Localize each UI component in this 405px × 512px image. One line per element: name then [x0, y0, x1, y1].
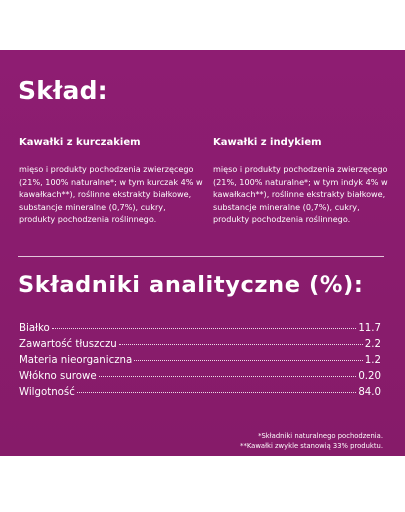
- row-label: Materia nieorganiczna: [19, 355, 133, 366]
- row-value: 1.2: [364, 355, 381, 366]
- ingredients-panel: [0, 50, 405, 456]
- analytical-title: Składniki analityczne (%):: [18, 272, 364, 298]
- footnote-chunks: **Kawałki zwykle stanowią 33% produktu.: [240, 442, 383, 450]
- variant-turkey: [213, 136, 393, 226]
- footnote-natural: *Składniki naturalnego pochodzenia.: [258, 432, 383, 440]
- variant-name: Kawałki z kurczakiem: [19, 137, 141, 148]
- variant-description: mięso i produkty pochodzenia zwierzęcego (21%, 100% naturalne*; w tym indyk 4% w kawałkach**), roślinne ekstrakty białkowe, substancje mineralne (0,7%), cukry, produkty pochodzenia roślinnego.: [213, 164, 388, 224]
- section-divider: [18, 256, 384, 257]
- row-label: Wilgotność: [19, 387, 75, 398]
- row-value: 11.7: [358, 323, 381, 334]
- footnotes: [240, 431, 383, 451]
- dot-leader: [119, 344, 363, 345]
- analytical-table: [19, 321, 381, 401]
- row-label: Zawartość tłuszczu: [19, 339, 117, 350]
- analytical-row-fibre: [19, 369, 381, 385]
- row-label: Włókno surowe: [19, 371, 97, 382]
- variant-name: Kawałki z indykiem: [213, 137, 322, 148]
- dot-leader: [52, 328, 357, 329]
- analytical-row-ash: [19, 353, 381, 369]
- dot-leader: [134, 360, 363, 361]
- dot-leader: [77, 392, 357, 393]
- row-value: 84.0: [358, 387, 381, 398]
- dot-leader: [99, 376, 357, 377]
- variant-chicken: [19, 136, 204, 226]
- variant-description: mięso i produkty pochodzenia zwierzęcego (21%, 100% naturalne*; w tym kurczak 4% w kawałkach**), roślinne ekstrakty białkowe, substancje mineralne (0,7%), cukry, produkty pochodzenia roślinnego.: [19, 164, 203, 224]
- composition-title: Skład:: [18, 76, 108, 105]
- analytical-row-protein: [19, 321, 381, 337]
- analytical-row-fat: [19, 337, 381, 353]
- row-label: Białko: [19, 323, 50, 334]
- analytical-row-moisture: [19, 385, 381, 401]
- row-value: 2.2: [364, 339, 381, 350]
- row-value: 0.20: [358, 371, 381, 382]
